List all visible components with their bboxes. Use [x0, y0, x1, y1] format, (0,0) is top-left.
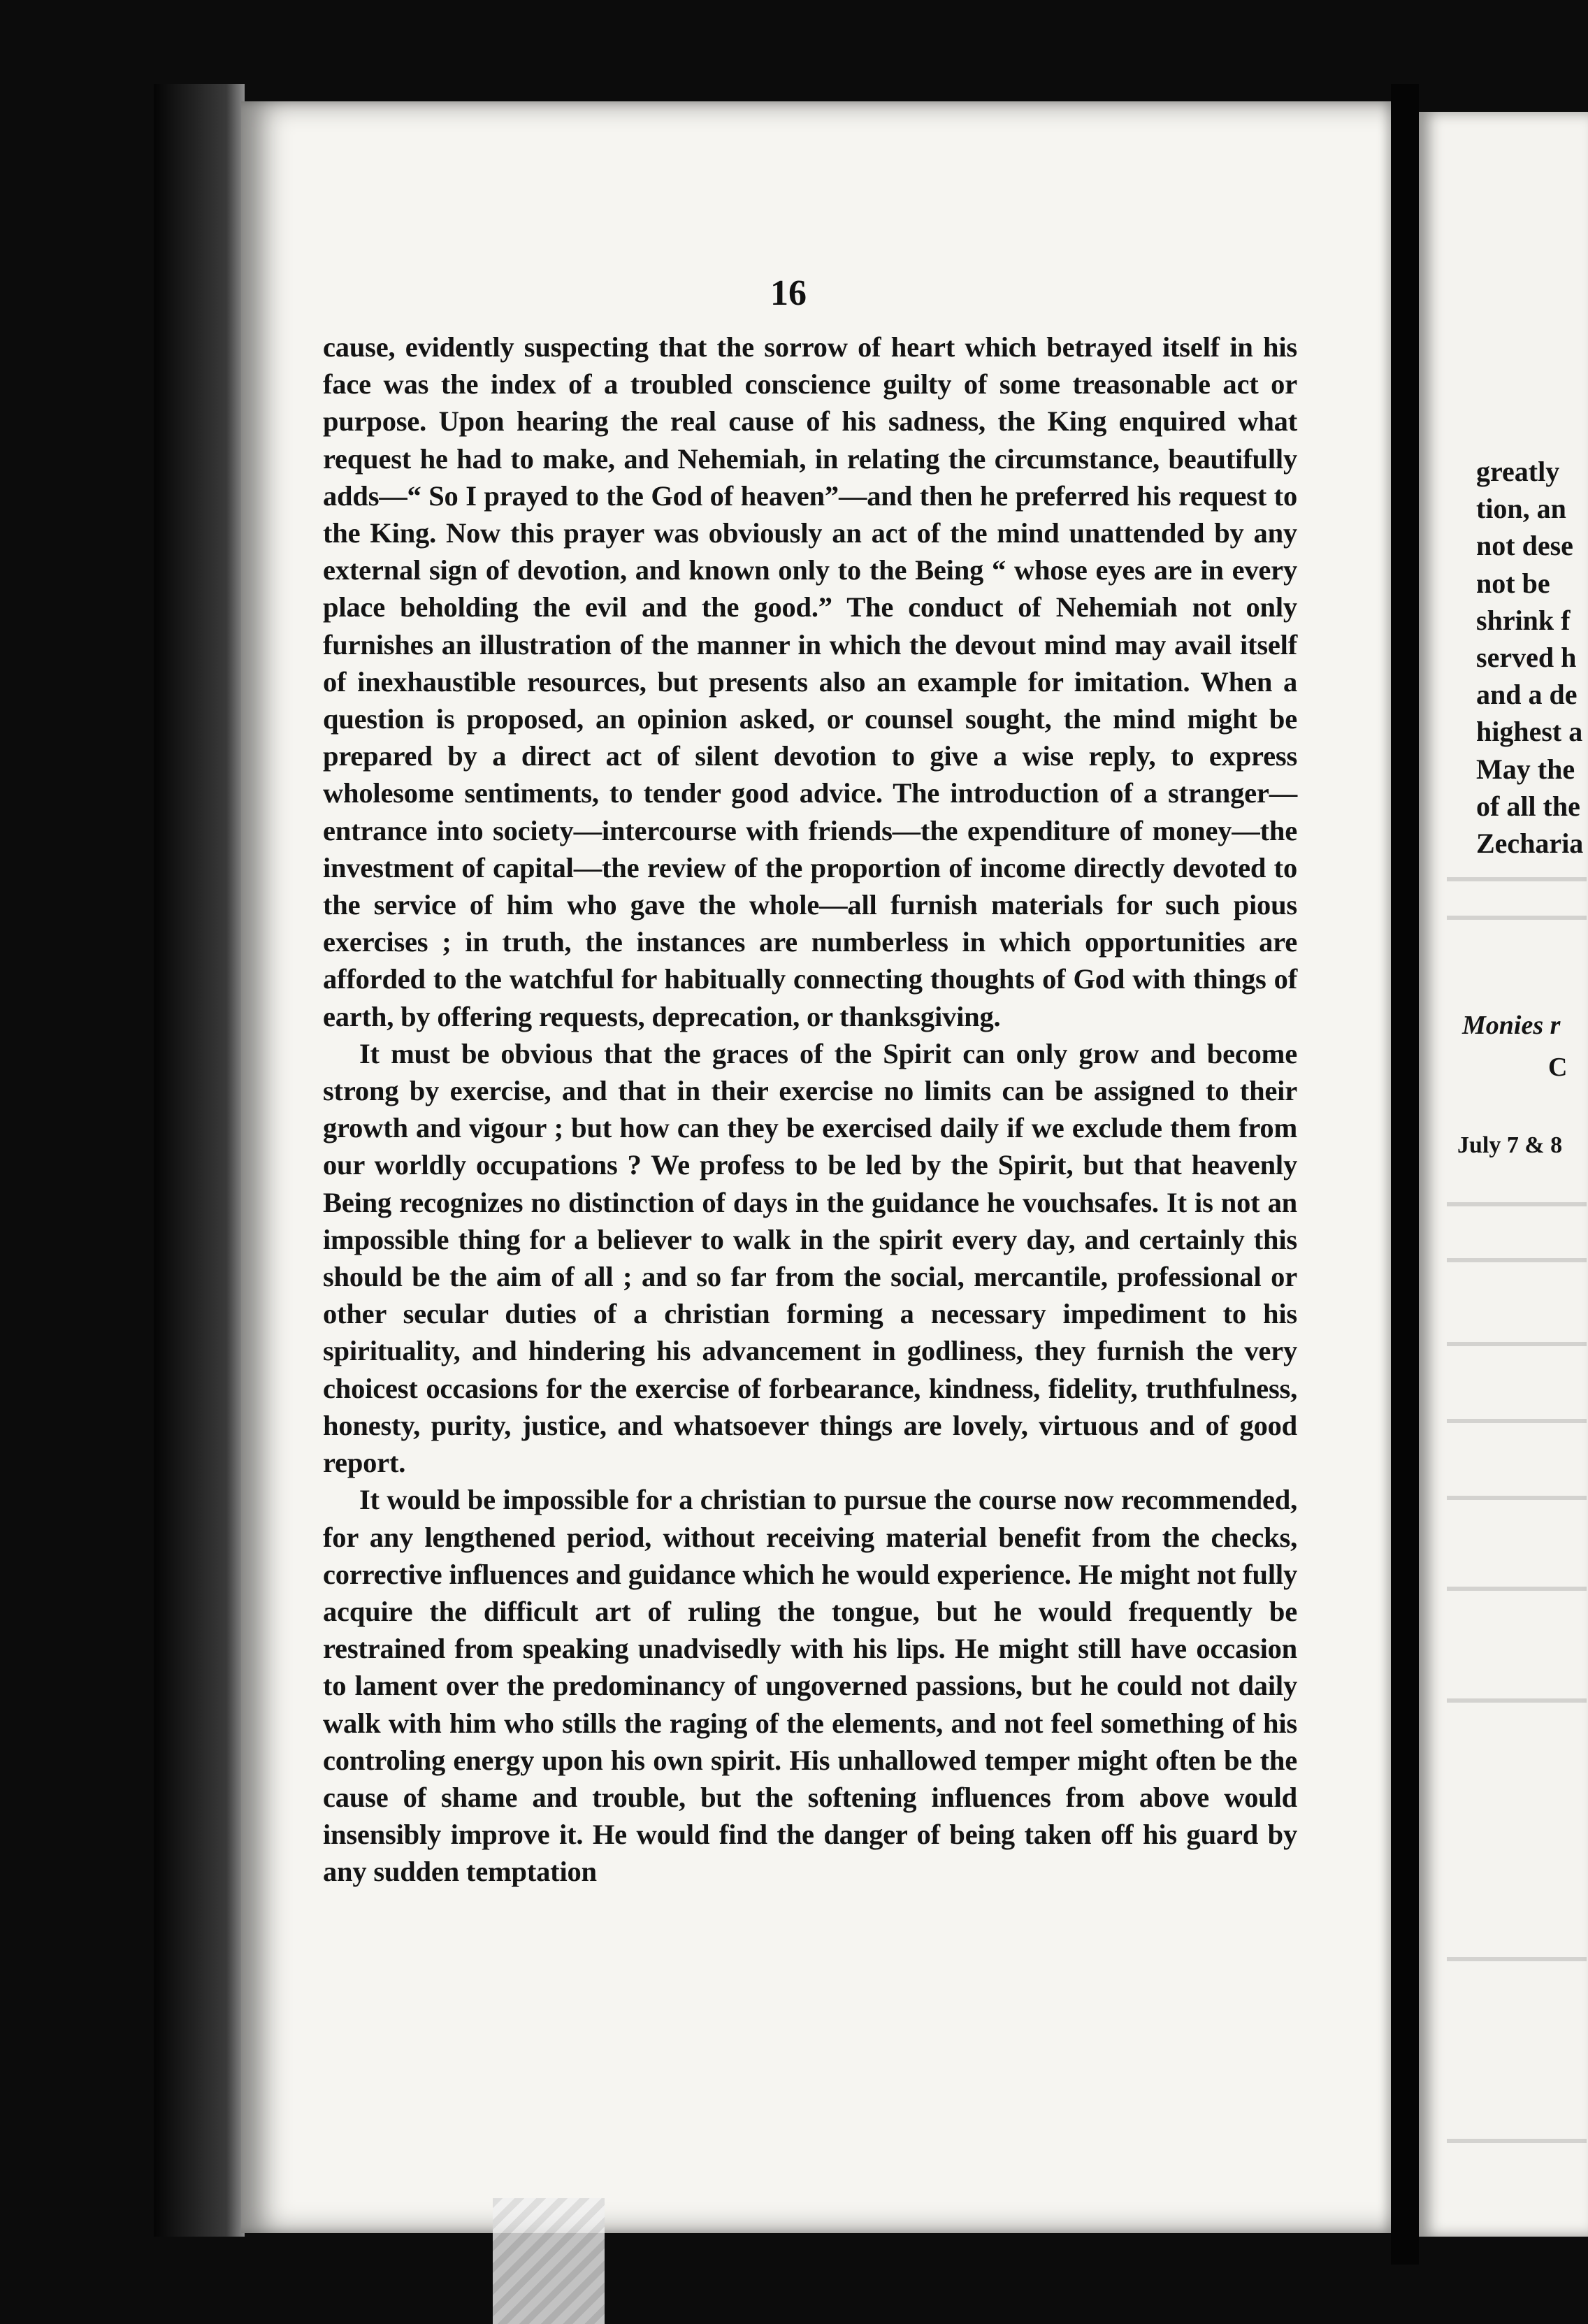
- faint-line: [1447, 1957, 1587, 1961]
- page-gutter: [1391, 84, 1419, 2265]
- facing-heading-letter: C: [1548, 1053, 1568, 1082]
- faint-line: [1447, 1496, 1587, 1500]
- facing-line: tion, an: [1476, 493, 1566, 525]
- faint-line: [1447, 1258, 1587, 1262]
- paragraph-3: It would be impossible for a christian to pursue the course now recommended, for any lengthened period, without receiving material benefit from the checks, corrective influences and guidance which he would experience. He might not fully acquire the difficult art of ruling the tongue, but he would frequently be restrained from speaking unadvisedly with his lips. He might still have occasion to lament over the predominancy of ungoverned passions, but he could not daily walk with him who stills the raging of the elements, and not feel something of his controling energy upon his own spirit. His unhallowed temper might often be the cause of shame and trouble, but the softening influences from above would insensibly improve it. He would find the danger of being taken off his guard by any sudden temptation: [323, 1484, 1297, 1888]
- faint-line: [1447, 1202, 1587, 1206]
- faint-line: [1447, 1342, 1587, 1346]
- faint-line: [1447, 1419, 1587, 1423]
- facing-heading: [1462, 1010, 1560, 1041]
- facing-line: and a de: [1476, 679, 1578, 711]
- book-spine-shadow: [154, 84, 245, 2237]
- facing-line: not be: [1476, 567, 1550, 599]
- paragraph-2: It must be obvious that the graces of the Spirit can only grow and become strong by exercise, and that in their exercise no limits can be assigned to their growth and vigour ; but how can they be exercised daily if we exclude them from our worldly occupations ? We profess to be led by the Spirit, but that heavenly Being recognizes no distinction of days in the guidance he vouchsafes. It is not an impossible thing for a believer to walk in the spirit every day, and certainly this should be the aim of all ; and so far from the social, mercantile, professional or other secular duties of a christian forming a necessary impediment to his spirituality, and hindering his advancement in godliness, they furnish the very choicest occasions for the exercise of forbearance, kindness, fidelity, truthfulness, honesty, purity, justice, and whatsoever things are lovely, virtuous and of good report.: [323, 1037, 1297, 1479]
- facing-line: not dese: [1476, 530, 1573, 562]
- facing-line: highest a: [1476, 716, 1583, 748]
- facing-date: July 7 & 8: [1457, 1132, 1563, 1158]
- facing-line: May the: [1476, 753, 1575, 785]
- facing-page-text: [1476, 453, 1588, 862]
- facing-heading-text: Monies r: [1462, 1011, 1561, 1040]
- paragraph-1: cause, evidently suspecting that the sorrow of heart which betrayed itself in his face was the index of a troubled conscience guilty of some treasonable act or purpose. Upon hearing the real cause of his sadness, the King enquired what request he had to make, and Nehemiah, in relating the circumstance, beautifully adds—“ So I prayed to the God of heaven”—and then he preferred his request to the King. Now this prayer was obviously an act of the mind unattended by any external sign of devotion, and known only to the Being “ whose eyes are in every place beholding the evil and the good.” The conduct of Nehemiah not only furnishes an illustration of the manner in which the devout mind may avail itself of inexhaustible resources, but presents also an example for imitation. When a question is proposed, an opinion asked, or counsel sought, the mind might be prepared by a direct act of silent devotion to give a wise reply, to express wholesome sentiments, to tender good advice. The introduction of a stranger—entrance into society—intercourse with friends—the expenditure of money—the investment of capital—the review of the proportion of income directly devoted to the service of him who gave the whole—all furnish materials for such pious exercises ; in truth, the instances are numberless in which opportunities are afforded to the watchful for habitually connecting thoughts of God with things of earth, by offering requests, deprecation, or thanksgiving.: [323, 331, 1297, 1032]
- facing-line: of all the: [1476, 790, 1580, 822]
- facing-line: shrink f: [1476, 604, 1571, 636]
- faint-line: [1447, 877, 1587, 881]
- facing-line: Zecharia: [1476, 827, 1584, 859]
- faint-line: [1447, 1587, 1587, 1591]
- facing-line: greatly: [1476, 456, 1560, 487]
- facing-line: served h: [1476, 641, 1577, 673]
- page-number: 16: [770, 273, 807, 313]
- faint-line: [1447, 2139, 1587, 2143]
- page-corner-fold: [493, 2198, 605, 2324]
- faint-line: [1447, 916, 1587, 920]
- page-body-text: [323, 329, 1297, 1891]
- faint-line: [1447, 1698, 1587, 1703]
- facing-page: [1419, 112, 1588, 2237]
